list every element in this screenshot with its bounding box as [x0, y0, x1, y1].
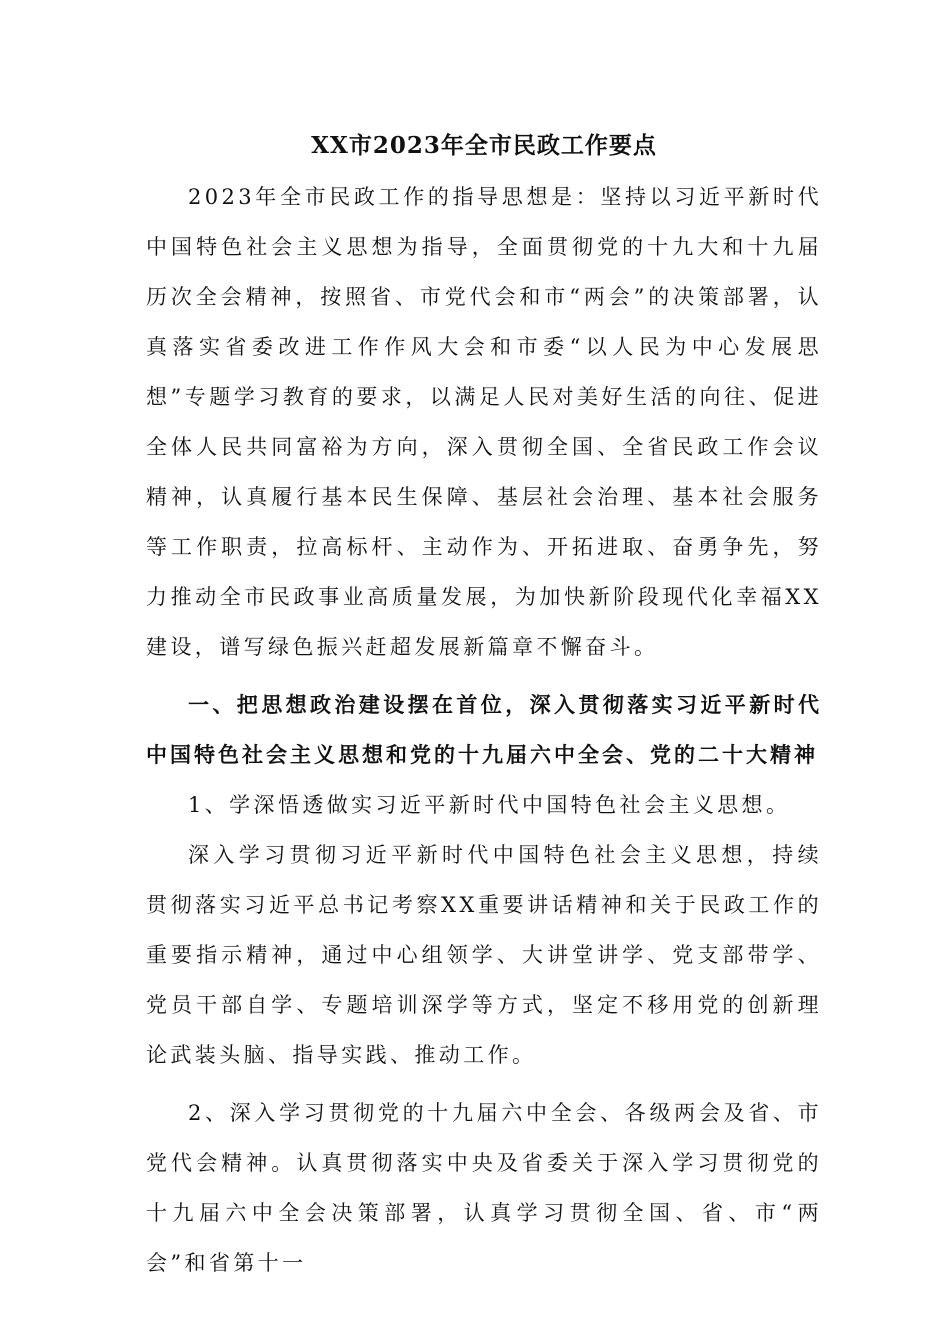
document-title: XX市2023年全市民政工作要点	[311, 132, 657, 159]
subsection-1-body: 深入学习贯彻习近平新时代中国特色社会主义思想，持续贯彻落实习近平总书记考察XX重要讲话精神和关于民政工作的重要指示精神，通过中心组领学、大讲堂讲学、党支部带学、党员干部自学、专题培训深学等方式，坚定不移用党的创新理论武装头脑、指导实践、推动工作。	[146, 843, 822, 1067]
subsection-2-paragraph: 2、深入学习贯彻党的十九届六中全会、各级两会及省、市党代会精神。认真贯彻落实中央及省委关于深入学习贯彻党的十九届六中全会决策部署，认真学习贯彻全国、省、市“两会”和省第十一	[146, 1101, 822, 1275]
subsection-1-heading: 1、学深悟透做实习近平新时代中国特色社会主义思想。	[188, 793, 791, 817]
guiding-ideology-paragraph: 2023年全市民政工作的指导思想是：坚持以习近平新时代中国特色社会主义思想为指导，全面贯彻党的十九大和十九届历次全会精神，按照省、市党代会和市“两会”的决策部署，认真落实省委改进工作作风大会和市委“以人民为中心发展思想”专题学习教育的要求，以满足人民对美好生活的向往、促进全体人民共同富裕为方向，深入贯彻全国、全省民政工作会议精神，认真履行基本民生保障、基层社会治理、基本社会服务等工作职责，拉高标杆、主动作为、开拓进取、奋勇争先，努力推动全市民政事业高质量发展，为加快新阶段现代化幸福XX建设，谱写绿色振兴赶超发展新篇章不懈奋斗。	[146, 185, 822, 659]
section-heading-1: 一、把思想政治建设摆在首位，深入贯彻落实习近平新时代中国特色社会主义思想和党的十九届六中全会、党的二十大精神	[146, 692, 822, 767]
document-body	[146, 120, 822, 1288]
